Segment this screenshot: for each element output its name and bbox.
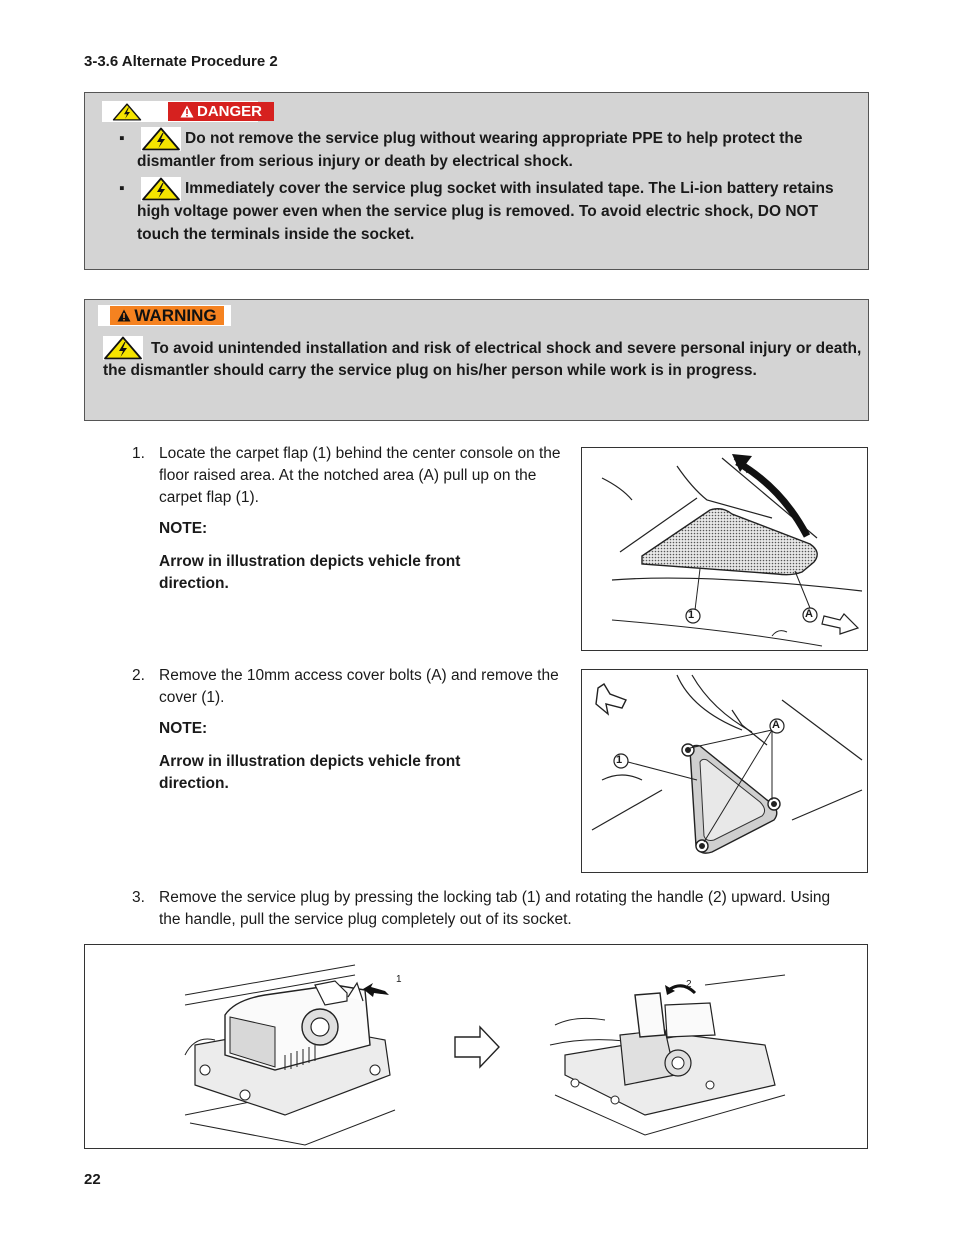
access-cover-illustration	[582, 670, 869, 874]
high-voltage-warning-icon	[112, 102, 142, 122]
service-plug-illustration	[85, 945, 869, 1150]
warning-label-strip	[98, 305, 231, 326]
step-text: Remove the service plug by pressing the locking tab (1) and rotating the handle (2) upward. Using the handle, pull the service plug completely out of its socket.	[159, 889, 831, 928]
warning-badge	[110, 306, 224, 325]
callout-a: A	[805, 608, 813, 620]
callout-1: 1	[616, 754, 623, 766]
step-text: Locate the carpet flap (1) behind the center console on the floor raised area. At the notched area (A) pull up on the carpet flap (1).	[159, 445, 561, 506]
warning-label-text: WARNING	[134, 305, 217, 325]
callout-2: 2	[686, 979, 692, 990]
figure-service-plug	[84, 944, 868, 1149]
note-label: NOTE:	[159, 520, 208, 537]
alert-triangle-icon	[180, 105, 194, 118]
warning-text: To avoid unintended installation and risk of electrical shock and severe personal injury or death, the dismantler should carry the service plug on his/her person while work is in progress.	[103, 340, 862, 379]
step-number: 3.	[132, 889, 145, 906]
bullet-marker: ▪	[119, 180, 125, 197]
step-number: 1.	[132, 445, 145, 462]
figure-carpet-flap	[581, 447, 868, 651]
step-text: Remove the 10mm access cover bolts (A) and remove the cover (1).	[159, 667, 559, 706]
danger-box	[84, 92, 869, 270]
page-number: 22	[84, 1171, 101, 1188]
warning-box	[84, 299, 869, 421]
alert-triangle-icon	[117, 309, 131, 322]
danger-label-text: DANGER	[196, 103, 262, 120]
danger-badge	[168, 102, 274, 121]
note-text: Arrow in illustration depicts vehicle front direction.	[159, 753, 461, 792]
section-title: 3-3.6 Alternate Procedure 2	[84, 53, 278, 70]
callout-1: 1	[688, 609, 695, 621]
callout-1: 1	[396, 974, 402, 985]
danger-label-strip	[102, 101, 262, 122]
danger-item-text: Do not remove the service plug without wearing appropriate PPE to help protect the dismantler from serious injury or death by electrical shock.	[137, 130, 803, 170]
note-text: Arrow in illustration depicts vehicle front direction.	[159, 553, 461, 592]
callout-a: A	[772, 719, 780, 731]
note-label: NOTE:	[159, 720, 208, 737]
step-number: 2.	[132, 667, 145, 684]
danger-item-text: Immediately cover the service plug socket with insulated tape. The Li-ion battery retains high voltage power even when the service plug is removed. To avoid electric shock, DO NOT touch the terminals inside the socket.	[137, 180, 834, 243]
figure-access-cover	[581, 669, 868, 873]
bullet-marker: ▪	[119, 130, 125, 147]
carpet-flap-illustration	[582, 448, 869, 652]
